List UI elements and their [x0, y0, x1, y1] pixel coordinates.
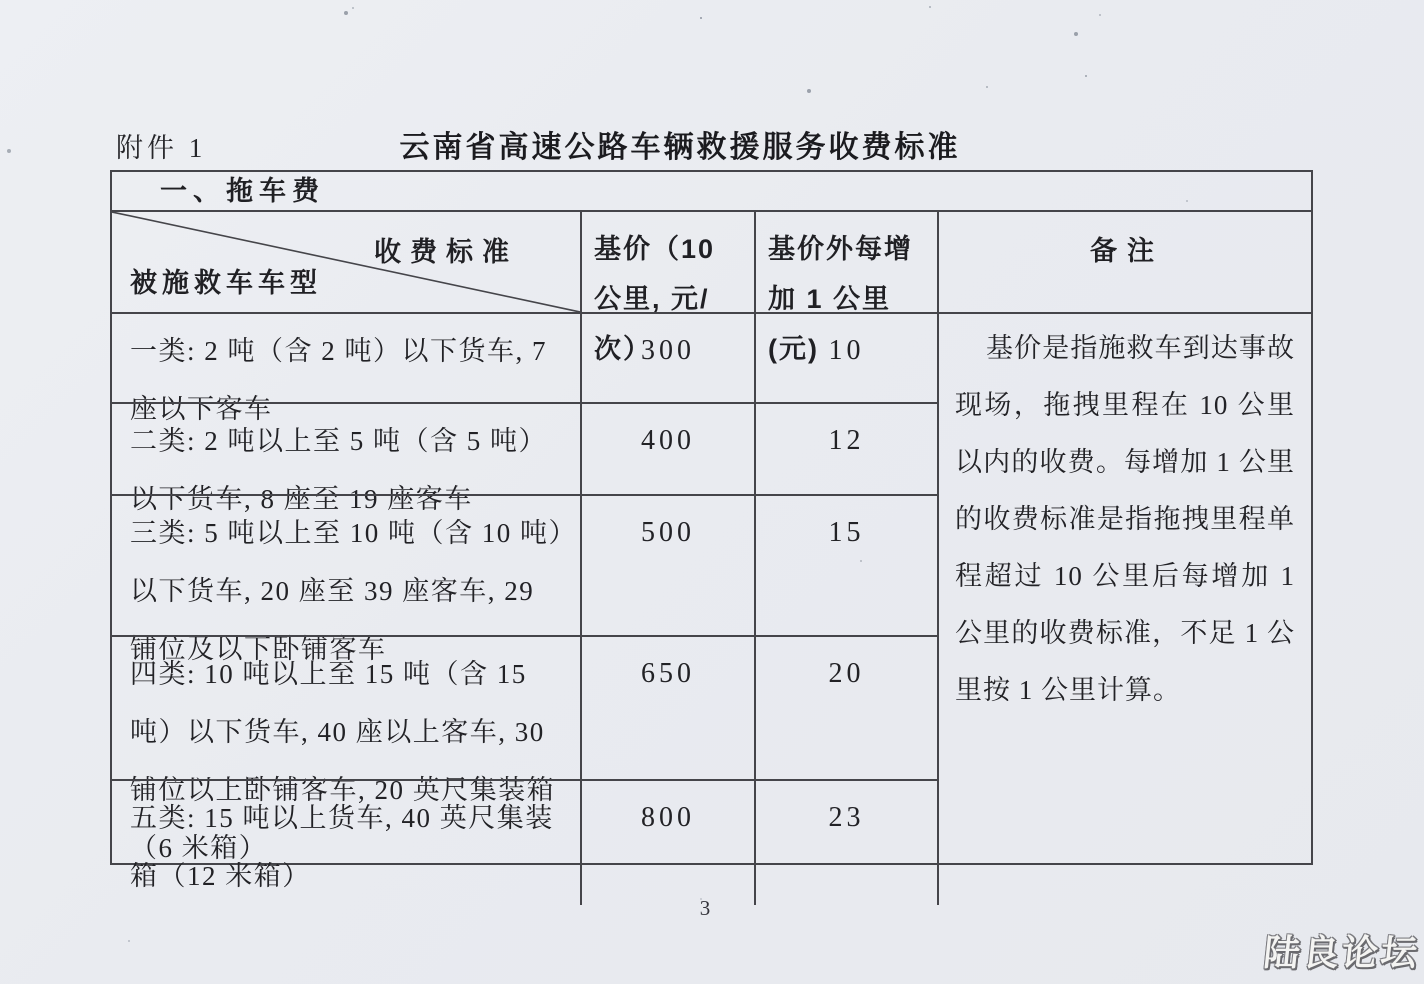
corner-header-cell [112, 210, 580, 312]
table-row-5-base-price: 800 [580, 779, 754, 905]
table-row-3-base-price: 500 [580, 494, 754, 635]
corner-top-right-label: 收费标准 [374, 237, 518, 267]
page-number: 3 [699, 896, 711, 920]
table-row-2-vehicle-type: 二类: 2 吨以上至 5 吨（含 5 吨）以下货车, 8 座至 19 座客车 [112, 402, 580, 494]
column-header-base-price: 基价（10 公里, 元/次） [580, 210, 754, 312]
table-row-2-base-price: 400 [580, 402, 754, 494]
page-title: 云南省高速公路车辆救援服务收费标准 [399, 131, 961, 164]
corner-bottom-left-label: 被施救车车型 [130, 268, 322, 298]
table-row-3-per-km: 15 [754, 494, 937, 635]
table-row-4-per-km: 20 [754, 635, 937, 779]
table-row-5-per-km: 23 [754, 779, 937, 905]
table-row-3-vehicle-type: 三类: 5 吨以上至 10 吨（含 10 吨）以下货车, 20 座至 39 座客车, 29 铺位及以下卧铺客车 [112, 494, 580, 635]
attachment-label: 附件 1 [116, 133, 207, 163]
watermark: 陆良论坛 [1261, 932, 1422, 973]
table-row-1-vehicle-type: 一类: 2 吨（含 2 吨）以下货车, 7 座以下客车 [112, 312, 580, 402]
section-title: 一、拖车费 [160, 176, 325, 206]
table-row-2-per-km: 12 [754, 402, 937, 494]
column-header-remarks: 备注 [937, 210, 1311, 312]
scan-noise-specks [0, 0, 2, 2]
table-row-1-base-price: 300 [580, 312, 754, 402]
table-row-1-per-km: 10 [754, 312, 937, 402]
remarks-cell: 基价是指施救车到达事故现场，拖拽里程在 10 公里以内的收费。每增加 1 公里的收费标准是指拖拽里程单程超过 10 公里后每增加 1 公里的收费标准，不足 1 公里按 1 公里计算。 [937, 312, 1311, 905]
towing-fee-table [110, 170, 1313, 891]
table-row-4-vehicle-type: 四类: 10 吨以上至 15 吨（含 15 吨）以下货车, 40 座以上客车, 30 铺位以上卧铺客车, 20 英尺集装箱（6 米箱） [112, 635, 580, 779]
table-row-5-vehicle-type: 五类: 15 吨以上货车, 40 英尺集装箱（12 米箱） [112, 779, 580, 905]
table-row-4-base-price: 650 [580, 635, 754, 779]
column-header-per-km: 基价外每增加 1 公里(元) [754, 210, 937, 312]
